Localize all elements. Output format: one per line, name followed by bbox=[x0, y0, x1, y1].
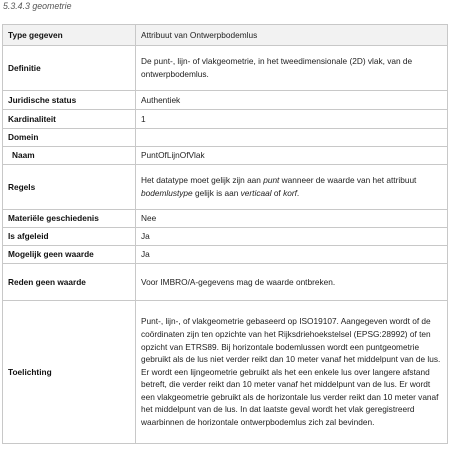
table-row bbox=[3, 91, 448, 110]
regels-text-2: wanneer de waarde van het attribuut bbox=[279, 175, 417, 186]
table-row bbox=[3, 110, 448, 129]
regels-term-punt: punt bbox=[263, 175, 280, 186]
row-value-juridische-status: Authentiek bbox=[136, 91, 448, 110]
row-value-mogelijk-geen-waarde: Ja bbox=[136, 246, 448, 264]
table-row bbox=[3, 129, 448, 147]
row-label-reden-geen-waarde: Reden geen waarde bbox=[3, 264, 136, 301]
table-row bbox=[3, 25, 448, 46]
row-value-reden-geen-waarde: Voor IMBRO/A-gegevens mag de waarde ontbreken. bbox=[136, 264, 448, 301]
regels-text-4: of bbox=[271, 188, 284, 198]
regels-term-verticaal: verticaal bbox=[240, 188, 272, 198]
table-row bbox=[3, 165, 448, 210]
row-label-mogelijk-geen-waarde: Mogelijk geen waarde bbox=[3, 246, 136, 264]
regels-term-korf: korf bbox=[283, 188, 297, 198]
attribute-spec-table bbox=[2, 24, 448, 444]
row-value-definitie: De punt-, lijn- of vlakgeometrie, in het tweedimensionale (2D) vlak, van de ontwerpbodemlus. bbox=[136, 46, 448, 91]
row-value-type-gegeven: Attribuut van Ontwerpbodemlus bbox=[136, 25, 448, 46]
row-value-is-afgeleid: Ja bbox=[136, 228, 448, 246]
row-label-domein: Domein bbox=[3, 129, 136, 147]
table-row bbox=[3, 46, 448, 91]
row-label-regels: Regels bbox=[3, 165, 136, 210]
table-row bbox=[3, 228, 448, 246]
row-value-naam: PuntOfLijnOfVlak bbox=[136, 147, 448, 165]
regels-term-bodemlustype: bodemlustype bbox=[141, 188, 193, 198]
table-row bbox=[3, 246, 448, 264]
row-label-kardinaliteit: Kardinaliteit bbox=[3, 110, 136, 129]
row-label-type-gegeven: Type gegeven bbox=[3, 25, 136, 46]
table-row bbox=[3, 264, 448, 301]
row-value-regels bbox=[136, 165, 448, 210]
row-label-definitie: Definitie bbox=[3, 46, 136, 91]
table-row bbox=[3, 147, 448, 165]
row-label-is-afgeleid: Is afgeleid bbox=[3, 228, 136, 246]
row-value-kardinaliteit: 1 bbox=[136, 110, 448, 129]
regels-text-1: Het datatype moet gelijk zijn aan bbox=[141, 175, 264, 186]
row-label-materiele-geschiedenis: Materiële geschiedenis bbox=[3, 210, 136, 228]
table-row bbox=[3, 210, 448, 228]
row-value-materiele-geschiedenis: Nee bbox=[136, 210, 448, 228]
regels-text-3: gelijk is aan bbox=[192, 188, 241, 198]
section-heading: 5.3.4.3 geometrie bbox=[3, 1, 72, 11]
row-label-juridische-status: Juridische status bbox=[3, 91, 136, 110]
regels-text-5: . bbox=[296, 188, 300, 198]
table-row bbox=[3, 301, 448, 444]
row-value-domein bbox=[136, 129, 448, 147]
row-value-toelichting: Punt-, lijn-, of vlakgeometrie gebaseerd op ISO19107. Aangegeven wordt of de coördinaten zijn ten opzichte van het Rijksdriehoekstelsel (EPSG:28992) of ten opzicht van ETRS89. Bij horizontale bodemlussen wordt een puntgeometrie gebruikt als de lus niet verder reikt dan 10 meter vanaf het middelpunt van de lus. Er wordt een lijngeometrie gebruikt als het een enkele lus over langere afstand betreft, die verder reikt dan 10 meter vanaf het middelpunt van de lus. Er wordt een vlakgeometrie gebruikt als de horizontale lus verder reikt dan 10 meter vanaf het middelpunt van de lus. In dat laatste geval wordt het vlak geregistreerd waarbinnen de horizontale ontwerpbodemlus zich zal bevinden. bbox=[136, 301, 448, 444]
row-label-toelichting: Toelichting bbox=[3, 301, 136, 444]
row-label-naam: Naam bbox=[3, 147, 136, 165]
